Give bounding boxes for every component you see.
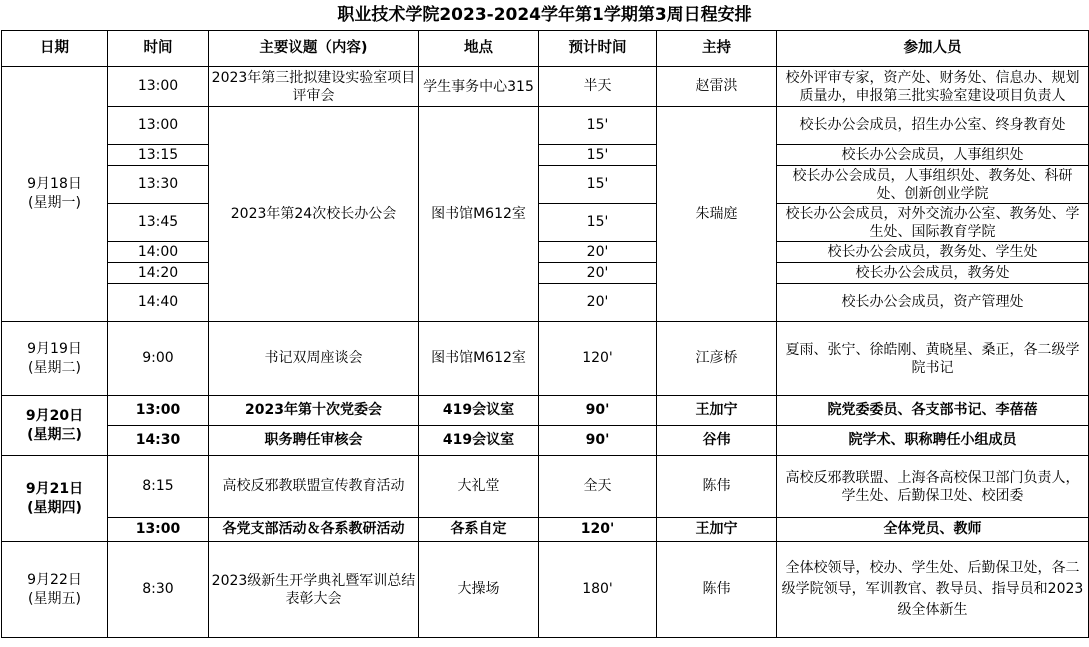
- duration-cell: 120': [539, 322, 657, 396]
- time-cell: 13:30: [108, 166, 209, 204]
- topic-cell: 2023年第十次党委会: [209, 396, 419, 426]
- attendees-cell: 校外评审专家，资产处、财务处、信息办、规划质量办，申报第三批实验室建设项目负责人: [777, 67, 1089, 107]
- header-attendees: 参加人员: [777, 31, 1089, 67]
- time-cell: 13:00: [108, 67, 209, 107]
- table-row: [2, 284, 1089, 322]
- date-cell-mon: [2, 67, 108, 322]
- host-cell: 王加宁: [657, 396, 777, 426]
- table-row: [2, 456, 1089, 518]
- time-cell: 13:00: [108, 107, 209, 145]
- attendees-cell: 高校反邪教联盟、上海各高校保卫部门负责人，学生处、后勤保卫处、校团委: [777, 456, 1089, 518]
- duration-cell: 15': [539, 107, 657, 145]
- header-host: 主持: [657, 31, 777, 67]
- attendees-cell: 校长办公会成员，教务处: [777, 263, 1089, 284]
- time-cell: 13:00: [108, 518, 209, 542]
- header-date: 日期: [2, 31, 108, 67]
- place-cell: 各系自定: [419, 518, 539, 542]
- attendees-cell: 校长办公会成员，对外交流办公室、教务处、学生处、国际教育学院: [777, 204, 1089, 242]
- table-row: [2, 242, 1089, 263]
- date-text: 9月20日: [25, 407, 84, 424]
- duration-cell: 全天: [539, 456, 657, 518]
- place-cell: 图书馆M612室: [419, 107, 539, 322]
- table-row: [2, 396, 1089, 426]
- host-cell: 陈伟: [657, 456, 777, 518]
- time-cell: 13:00: [108, 396, 209, 426]
- place-cell: 419会议室: [419, 396, 539, 426]
- topic-cell: 职务聘任审核会: [209, 426, 419, 456]
- time-cell: 14:40: [108, 284, 209, 322]
- topic-cell: 2023级新生开学典礼暨军训总结表彰大会: [209, 542, 419, 638]
- header-duration: 预计时间: [539, 31, 657, 67]
- table-row: [2, 67, 1089, 107]
- table-row: [2, 542, 1089, 638]
- time-cell: 13:45: [108, 204, 209, 242]
- time-cell: 14:20: [108, 263, 209, 284]
- host-cell: 赵雷洪: [657, 67, 777, 107]
- duration-cell: 180': [539, 542, 657, 638]
- schedule-table: [1, 30, 1089, 638]
- table-row: [2, 426, 1089, 456]
- host-cell: 朱瑞庭: [657, 107, 777, 322]
- time-cell: 14:00: [108, 242, 209, 263]
- attendees-cell: 全体校领导，校办、学生处、后勤保卫处，各二级学院领导，军训教官、教导员、指导员和2023级全体新生: [777, 542, 1089, 638]
- topic-cell: 2023年第24次校长办公会: [209, 107, 419, 322]
- weekday-text: (星期五): [28, 590, 81, 607]
- time-cell: 13:15: [108, 145, 209, 166]
- table-row: [2, 263, 1089, 284]
- topic-cell: 各党支部活动＆各系教研活动: [209, 518, 419, 542]
- date-cell-thu: [2, 456, 108, 542]
- header-time: 时间: [108, 31, 209, 67]
- host-cell: 谷伟: [657, 426, 777, 456]
- topic-cell: 高校反邪教联盟宣传教育活动: [209, 456, 419, 518]
- header-place: 地点: [419, 31, 539, 67]
- duration-cell: 120': [539, 518, 657, 542]
- header-topic: 主要议题（内容): [209, 31, 419, 67]
- time-cell: 8:15: [108, 456, 209, 518]
- place-cell: 图书馆M612室: [419, 322, 539, 396]
- host-cell: 王加宁: [657, 518, 777, 542]
- table-row: [2, 204, 1089, 242]
- attendees-cell: 校长办公会成员，招生办公室、终身教育处: [777, 107, 1089, 145]
- attendees-cell: 校长办公会成员，人事组织处、教务处、科研处、创新创业学院: [777, 166, 1089, 204]
- date-text: 9月18日: [27, 176, 82, 192]
- weekday-text: (星期二): [28, 359, 81, 376]
- header-row: [2, 31, 1089, 67]
- duration-cell: 15': [539, 166, 657, 204]
- attendees-cell: 校长办公会成员，资产管理处: [777, 284, 1089, 322]
- place-cell: 大操场: [419, 542, 539, 638]
- duration-cell: 90': [539, 396, 657, 426]
- date-text: 9月21日: [25, 480, 84, 497]
- duration-cell: 20': [539, 284, 657, 322]
- attendees-cell: 校长办公会成员，教务处、学生处: [777, 242, 1089, 263]
- table-row: [2, 518, 1089, 542]
- place-cell: 419会议室: [419, 426, 539, 456]
- table-row: [2, 166, 1089, 204]
- time-cell: 14:30: [108, 426, 209, 456]
- duration-cell: 15': [539, 204, 657, 242]
- date-cell-wed: [2, 396, 108, 456]
- duration-cell: 90': [539, 426, 657, 456]
- duration-cell: 20': [539, 263, 657, 284]
- time-cell: 9:00: [108, 322, 209, 396]
- topic-cell: 2023年第三批拟建设实验室项目评审会: [209, 67, 419, 107]
- host-cell: 江彦桥: [657, 322, 777, 396]
- weekday-text: (星期一): [28, 195, 81, 211]
- page-title: 职业技术学院2023-2024学年第1学期第3周日程安排: [337, 5, 752, 25]
- weekday-text: (星期四): [27, 499, 82, 516]
- table-row: [2, 322, 1089, 396]
- table-row: [2, 145, 1089, 166]
- duration-cell: 半天: [539, 67, 657, 107]
- date-text: 9月22日: [27, 571, 82, 588]
- weekday-text: (星期三): [27, 426, 82, 443]
- table-row: [2, 107, 1089, 145]
- host-cell: 陈伟: [657, 542, 777, 638]
- date-text: 9月19日: [27, 340, 82, 357]
- attendees-cell: 夏雨、张宁、徐皓刚、黄晓星、桑正，各二级学院书记: [777, 322, 1089, 396]
- place-cell: 大礼堂: [419, 456, 539, 518]
- date-cell-fri: [2, 542, 108, 638]
- date-cell-tue: [2, 322, 108, 396]
- time-cell: 8:30: [108, 542, 209, 638]
- attendees-cell: 全体党员、教师: [777, 518, 1089, 542]
- duration-cell: 15': [539, 145, 657, 166]
- topic-cell: 书记双周座谈会: [209, 322, 419, 396]
- attendees-cell: 院学术、职称聘任小组成员: [777, 426, 1089, 456]
- attendees-cell: 院党委委员、各支部书记、李蓓蓓: [777, 396, 1089, 426]
- duration-cell: 20': [539, 242, 657, 263]
- attendees-cell: 校长办公会成员，人事组织处: [777, 145, 1089, 166]
- place-cell: 学生事务中心315: [419, 67, 539, 107]
